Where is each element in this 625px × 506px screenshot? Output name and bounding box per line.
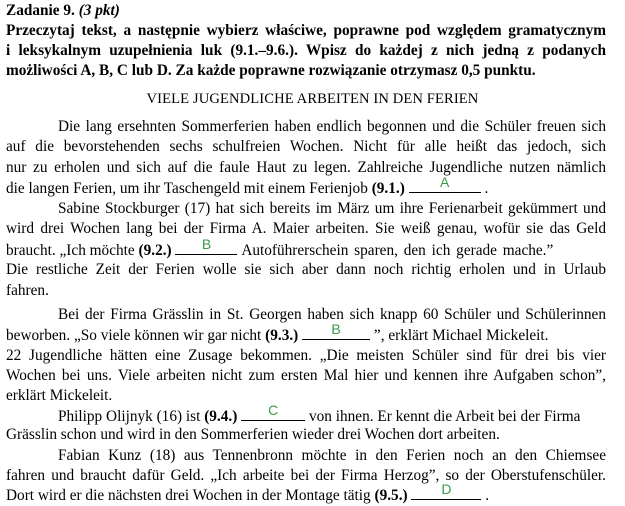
text-line: 22 Jugendliche hätten eine Zusage bekommen. „Die meisten Schüler sind für drei bis vier	[6, 347, 606, 364]
text-title: VIELE JUGENDLICHE ARBEITEN IN DEN FERIEN	[146, 91, 479, 107]
text-segment: beworben. „So viele können wir gar nicht	[6, 327, 262, 344]
text-segment: .	[484, 180, 489, 197]
gap-label: (9.4.)	[204, 408, 238, 425]
instruction-line-3: możliwości A, B, C lub D. Za każde poprawne rozwiązanie otrzymasz 0,5 punktu.	[6, 62, 536, 79]
text-line-with-gap-1	[6, 174, 606, 199]
gap-answer: C	[268, 402, 279, 418]
text-line: Fabian Kunz (18) aus Tennenbronn möchte in den Ferien noch an den Chiemsee	[58, 447, 606, 464]
instruction-line-1: Przeczytaj tekst, a następnie wybierz właściwe, poprawne pod względem gramatycznym	[6, 22, 606, 39]
text-line-with-gap-2	[6, 236, 606, 261]
text-line: Die lang ersehnten Sommerferien haben endlich begonnen und die Schüler freuen sich	[58, 118, 606, 135]
text-line-with-gap-5	[6, 481, 606, 506]
text-line: Sabine Stockburger (17) hat sich bereits im März um ihre Ferienarbeit gekümmert und	[58, 200, 606, 217]
text-segment: braucht. „Ich möchte	[6, 242, 135, 259]
task-points: (3 pkt)	[78, 2, 120, 19]
gap-9-5-blank[interactable]	[411, 481, 481, 500]
text-segment: Autoführerschein sparen, den ich gerade mache.”	[241, 242, 554, 259]
text-line: Bei der Firma Grässlin in St. Georgen haben sich knapp 60 Schüler und Schülerinnen	[58, 306, 606, 323]
text-segment: Dort wird er die nächsten drei Wochen in der Montage tätig	[6, 487, 371, 504]
gap-label: (9.5.)	[374, 487, 408, 504]
text-line: Wochen bei uns. Viele arbeiten nicht zum ersten Mal hier und kennen ihre Aufgaben schon”,	[6, 367, 606, 384]
instruction-line-2: i leksykalnym uzupełnienia luk (9.1.–9.6.). Wpisz do każdej z nich jedną z podanych	[6, 42, 606, 59]
gap-label: (9.2.)	[138, 242, 172, 259]
text-segment: Philipp Olijnyk (16) ist	[58, 408, 201, 425]
gap-answer: B	[201, 236, 212, 252]
gap-label: (9.3.)	[265, 327, 299, 344]
text-segment: die langen Ferien, um ihr Taschengeld mit einem Ferienjob	[6, 180, 368, 197]
text-line: auf die bevorstehenden sechs schulfreien Wochen. Nicht für alle heißt das jedoch, sich	[6, 138, 606, 155]
text-line: erklärt Mickeleit.	[6, 387, 113, 404]
text-line: nur zu erholen und sich auf die faule Haut zu legen. Zahlreiche Jugendliche nutzen nämlich	[6, 159, 606, 176]
gap-label: (9.1.)	[371, 180, 405, 197]
task-number: Zadanie 9.	[6, 2, 75, 19]
gap-9-3-blank[interactable]	[302, 321, 370, 340]
text-segment: ”, erklärt Michael Mickeleit.	[373, 327, 549, 344]
text-segment: .	[485, 487, 490, 504]
text-segment: von ihnen. Er kennt die Arbeit bei der Firma	[308, 408, 581, 425]
text-line: wird drei Wochen lang bei der Firma A. Maier arbeiten. Sie weiß genau, wofür sie das Geld	[6, 220, 606, 237]
gap-answer: A	[439, 174, 450, 190]
text-line: Grässlin schon und wird in den Sommerferien wieder drei Wochen dort arbeiten.	[6, 426, 500, 443]
gap-answer: B	[331, 321, 341, 337]
gap-9-2-blank[interactable]	[175, 236, 237, 255]
text-line: fahren und braucht dafür Geld. „Ich arbeite bei der Firma Herzog”, so der Oberstufenschüler.	[6, 467, 606, 484]
text-line-with-gap-4	[58, 402, 606, 427]
gap-9-1-blank[interactable]	[409, 174, 481, 193]
gap-9-4-blank[interactable]	[241, 402, 305, 421]
text-line: Die restliche Zeit der Ferien wolle sie sich aber dann noch richtig erholen und in Urlaub	[6, 261, 606, 278]
gap-answer: D	[441, 481, 452, 497]
text-line: fahren.	[6, 282, 49, 299]
text-line-with-gap-3	[6, 321, 606, 346]
task-heading	[6, 1, 606, 21]
